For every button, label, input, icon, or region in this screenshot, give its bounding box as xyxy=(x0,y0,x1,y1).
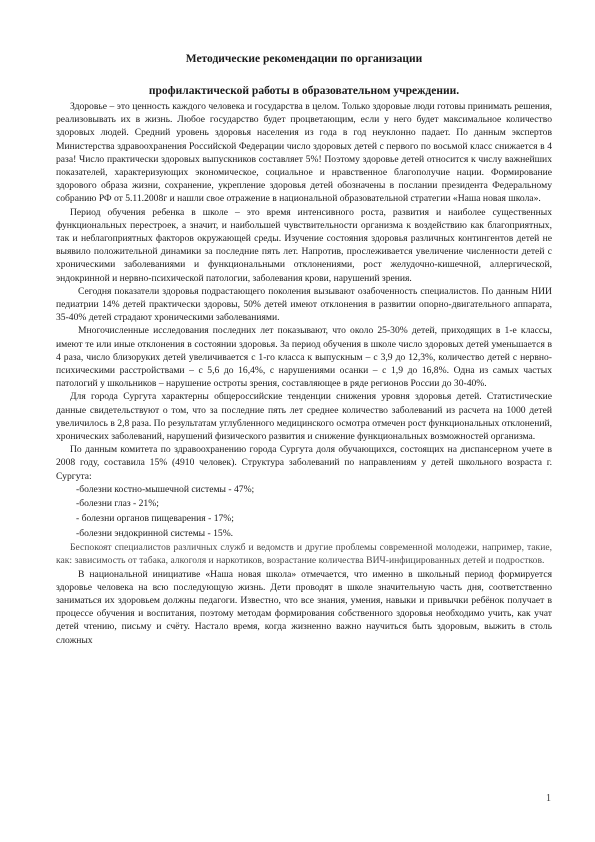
list-item: -болезни глаз - 21%; xyxy=(76,498,159,510)
paragraph-research: Многочисленные исследования последних лет показывают, что около 25-30% детей, приходящих в 1-е классы, имеют те или иные отклонения в состоянии здоровья. За период обучения в школе число здоровых детей уменьшается в 4 раза, число близоруких детей увеличивается с 1-го класса к выпускным – с 3,9 до 12,3%, количество детей с нервно-психическими расстройствами – с 5,6 до 16,4%, с нарушениями осанки – с 1,9 до 16,8%. Одна из самых частых патологий у школьников – нарушение остроты зрения, составляющее в ряде регионов России до 30-40%. xyxy=(56,325,552,390)
list-item: -болезни костно-мышечной системы - 47%; xyxy=(76,483,255,495)
paragraph-school-period: Период обучения ребенка в школе – это время интенсивного роста, развития и наиболее существенных функциональных перестроек, а значит, и наибольшей чувствительности организма к воздействию как благоприятных, так и неблагоприятных факторов окружающей среды. Изучение состояния здоровья различных контингентов детей не выявило положительной динамики за последние пять лет. Напротив, прослеживается увеличение численности детей с хроническими заболеваниями и функциональными отклонениями, рост желудочно-кишечной, аллергической, эндокринной и нервно-психической патологии, заболевания крови, нарушений зрения. xyxy=(56,206,552,284)
document-body xyxy=(56,52,552,647)
title-line-1: Методические рекомендации по организации xyxy=(185,53,423,65)
disease-structure-list xyxy=(56,483,552,541)
list-item: -болезни эндокринной системы - 15%. xyxy=(76,527,234,539)
paragraph-health-indicators: Сегодня показатели здоровья подрастающего поколения вызывают озабоченность специалистов. По данным НИИ педиатрии 14% детей практически здоровы, 50% детей имеют отклонения в развитии опорно-двигательного аппарата, 35-40% детей страдают хроническими заболеваниями. xyxy=(56,285,552,324)
paragraph-health-value: Здоровье – это ценность каждого человека и государства в целом. Только здоровые люди готовы принимать решения, реализовывать их в жизнь. Любое государство будет процветающим, если у него будет максимальное количество здоровых людей. Средний уровень здоровья населения из года в год неуклонно падает. По данным экспертов Министерства здравоохранения Российской Федерации число здоровых детей с первого по восьмой класс снижается в 4 раза! Число практически здоровых выпускников составляет 5%! Поэтому здоровье детей относится к числу важнейших показателей, характеризующих экономическое, социальное и нравственное благополучие нации. Формирование здорового образа жизни, сохранение, укрепление здоровья детей обозначены в послании президента Федеральному собранию РФ от 5.11.2008г и нашли свое отражение в национальной образовательной стратегии «Наша новая школа». xyxy=(56,101,552,205)
list-item: - болезни органов пищеварения - 17%; xyxy=(76,513,234,525)
page-number: 1 xyxy=(546,793,551,804)
paragraph-health-committee: По данным комитета по здравоохранению города Сургута доля обучающихся, состоящих на диспансерном учете в 2008 году, составила 15% (4910 человек). Структура заболеваний по направлениям у детей школьного возраста г. Сургута: xyxy=(56,444,552,482)
title-line-2: профилактической работы в образовательном учреждении. xyxy=(148,85,460,97)
paragraph-youth-problems: Беспокоят специалистов различных служб и ведомств и другие проблемы современной молодежи, например, такие, как: зависимость от табака, алкоголя и наркотиков, возрастание количества ВИЧ-инфицированных детей и подростков. xyxy=(56,542,552,567)
paragraph-surgut-trends: Для города Сургута характерны общероссийские тенденции снижения уровня здоровья детей. Статистические данные свидетельствуют о том, что за последние пять лет среднее количество заболеваний из расчета на 1000 детей увеличилось в 2,8 раза. По результатам углубленного медицинского осмотра отмечен рост функциональных отклонений, хронических заболеваний, нарушений физического развития и снижение функциональных возможностей организма. xyxy=(56,391,552,443)
paragraph-national-initiative: В национальной инициативе «Наша новая школа» отмечается, что именно в школьный период формируется здоровье человека на всю последующую жизнь. Дети проводят в школе значительную часть дня, соответственно заниматься их здоровьем должны педагоги. Известно, что все знания, умения, навыки и привычки ребёнок получает в процессе обучения и воспитания, поэтому методам формирования собственного здоровья необходимо учить, как учат детей чтению, письму и счёту. Настало время, когда жизненно важно научиться быть здоровым, выжить в столь сложных xyxy=(56,568,552,646)
